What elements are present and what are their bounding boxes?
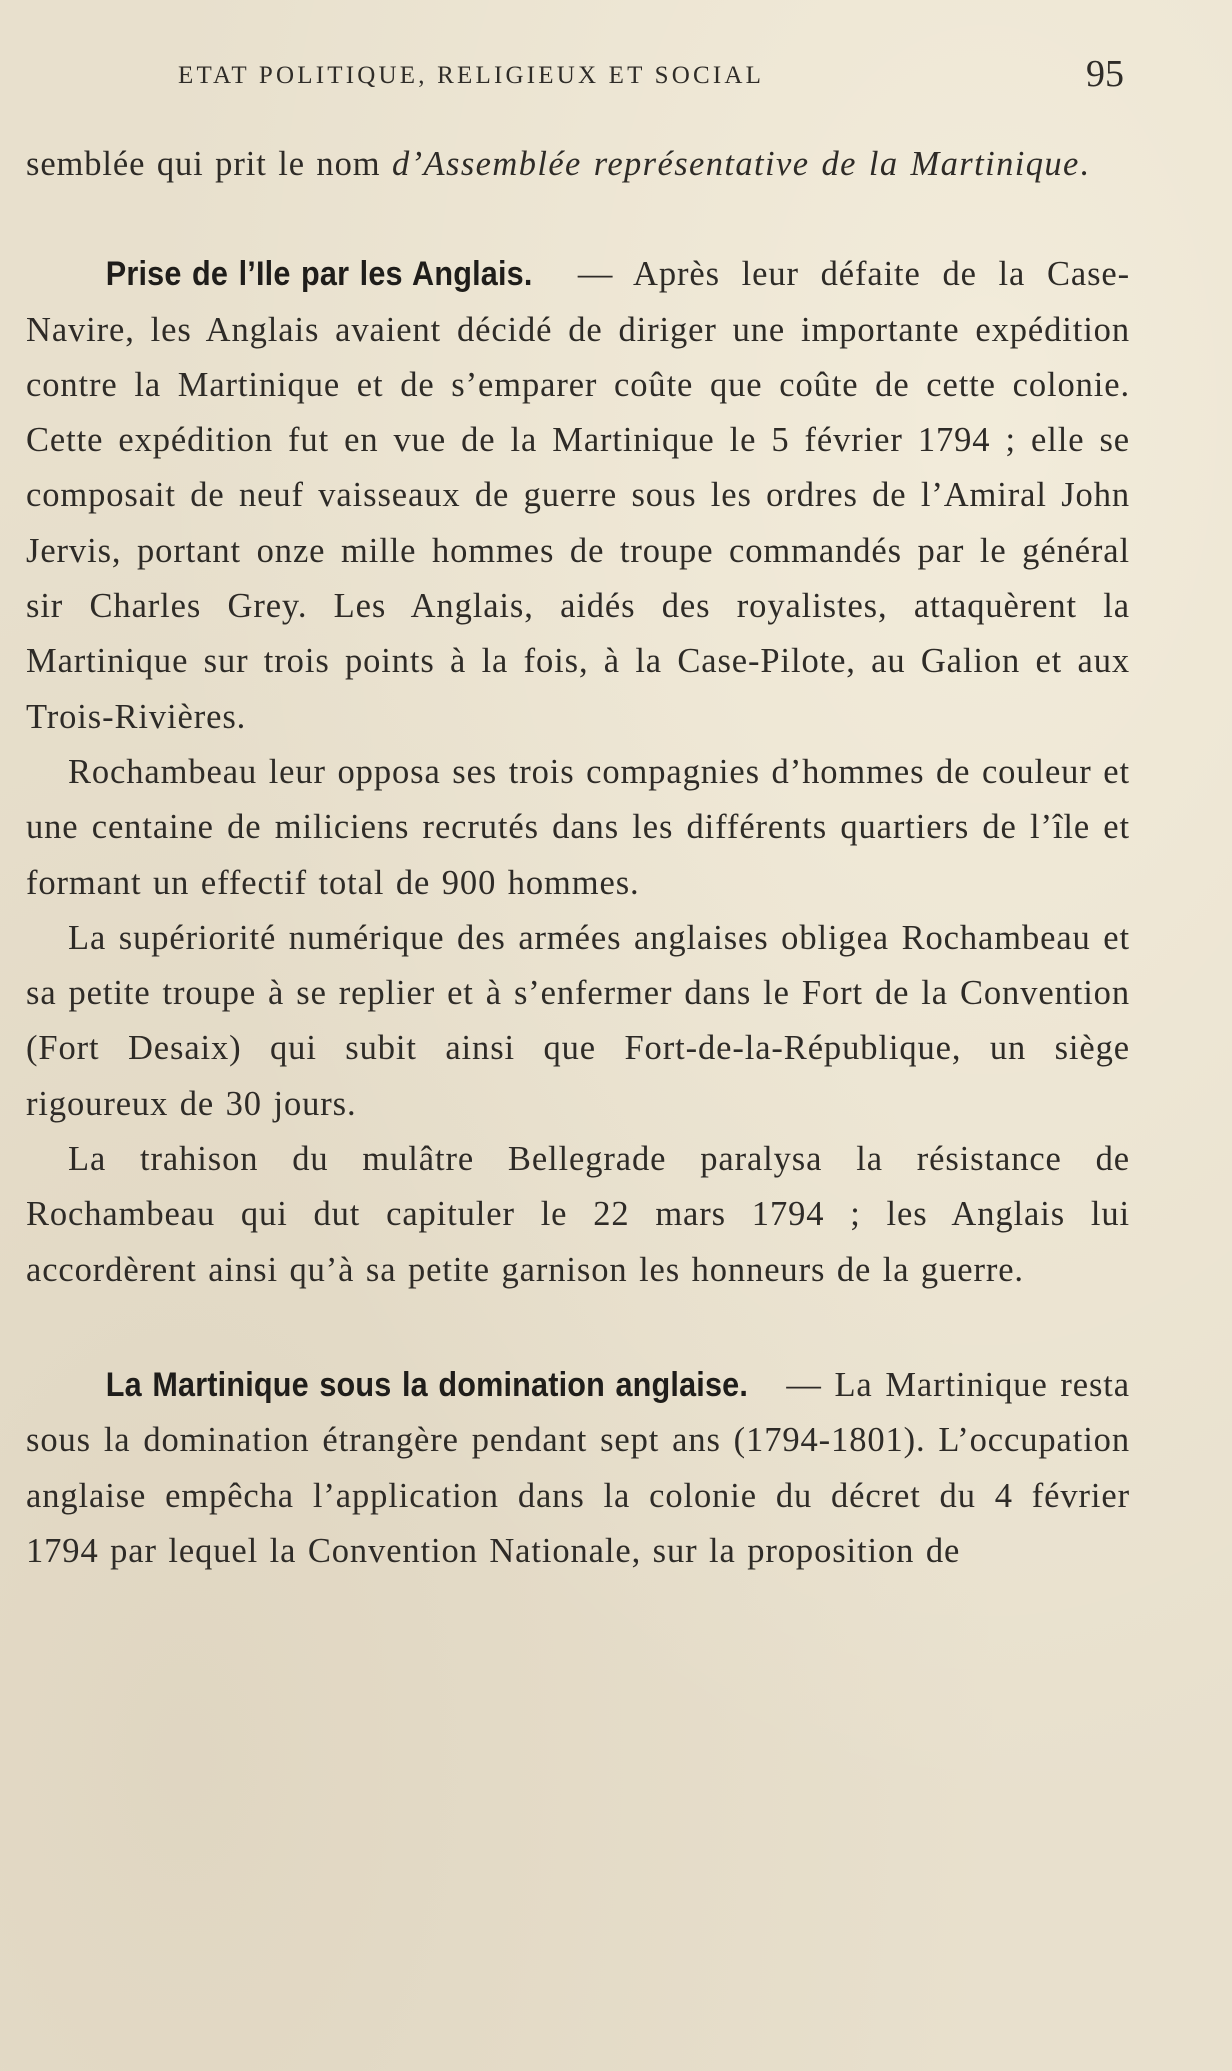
paragraph-prise (26, 247, 1130, 745)
paragraph-trahison (26, 1132, 1130, 1298)
body-text (26, 137, 1130, 1579)
running-title: ETAT POLITIQUE, RELIGIEUX ET SOCIAL (178, 62, 765, 89)
paragraph-text: La trahison du mulâtre Bellegrade paralysa la résistance de Rochambeau qui dut capituler le 22 mars 1794 ; les Anglais lui accordèrent ainsi qu’à sa petite garnison les honneurs de la guerre. (26, 1140, 1130, 1289)
paragraph-text: La supériorité numérique des armées anglaises obligea Rochambeau et sa petite troupe à se replier et à s’enfermer dans le Fort de la Convention (Fort Desaix) qui subit ainsi que Fort-de-la-République, un siège rigoureux de 30 jours. (26, 918, 1130, 1123)
paragraph-text: — La Martinique resta sous la domination étrangère pendant sept ans (1794-1801). L’occupation anglaise empêcha l’application dans la colonie du décret du 4 février 1794 par lequel la Convention Nationale, sur la proposition de (26, 1365, 1130, 1570)
paragraph-text: — Après leur défaite de la Case-Navire, les Anglais avaient décidé de diriger une importante expédition contre la Martinique et de s’emparer coûte que coûte de cette colonie. Cette expédition fut en vue de la Martinique le 5 février 1794 ; elle se composait de neuf vaisseaux de guerre sous les ordres de l’Amiral John Jervis, portant onze mille hommes de troupe commandés par le général sir Charles Grey. Les Anglais, aidés des royalistes, attaquèrent la Martinique sur trois points à la fois, à la Case-Pilote, au Galion et aux Trois-Rivières. (26, 255, 1130, 736)
italic-assembly-name: d’Assemblée représentative de la Martinique (392, 145, 1080, 183)
paragraph-superiorite (26, 911, 1130, 1132)
paragraph-text: semblée qui prit le nom (26, 145, 392, 183)
section-heading: Prise de l’Ile par les Anglais. (105, 255, 533, 294)
paragraph-domination (26, 1358, 1130, 1579)
section-heading: La Martinique sous la domination anglaise. (105, 1365, 749, 1404)
paragraph-continuation (26, 137, 1130, 192)
paragraph-rochambeau (26, 745, 1130, 911)
paragraph-text: Rochambeau leur opposa ses trois compagnies d’hommes de couleur et une centaine de miliciens recrutés dans les différents quartiers de l’île et formant un effectif total de 900 hommes. (26, 752, 1130, 902)
paragraph-text: . (1079, 145, 1090, 183)
page-number: 95 (1086, 53, 1124, 95)
